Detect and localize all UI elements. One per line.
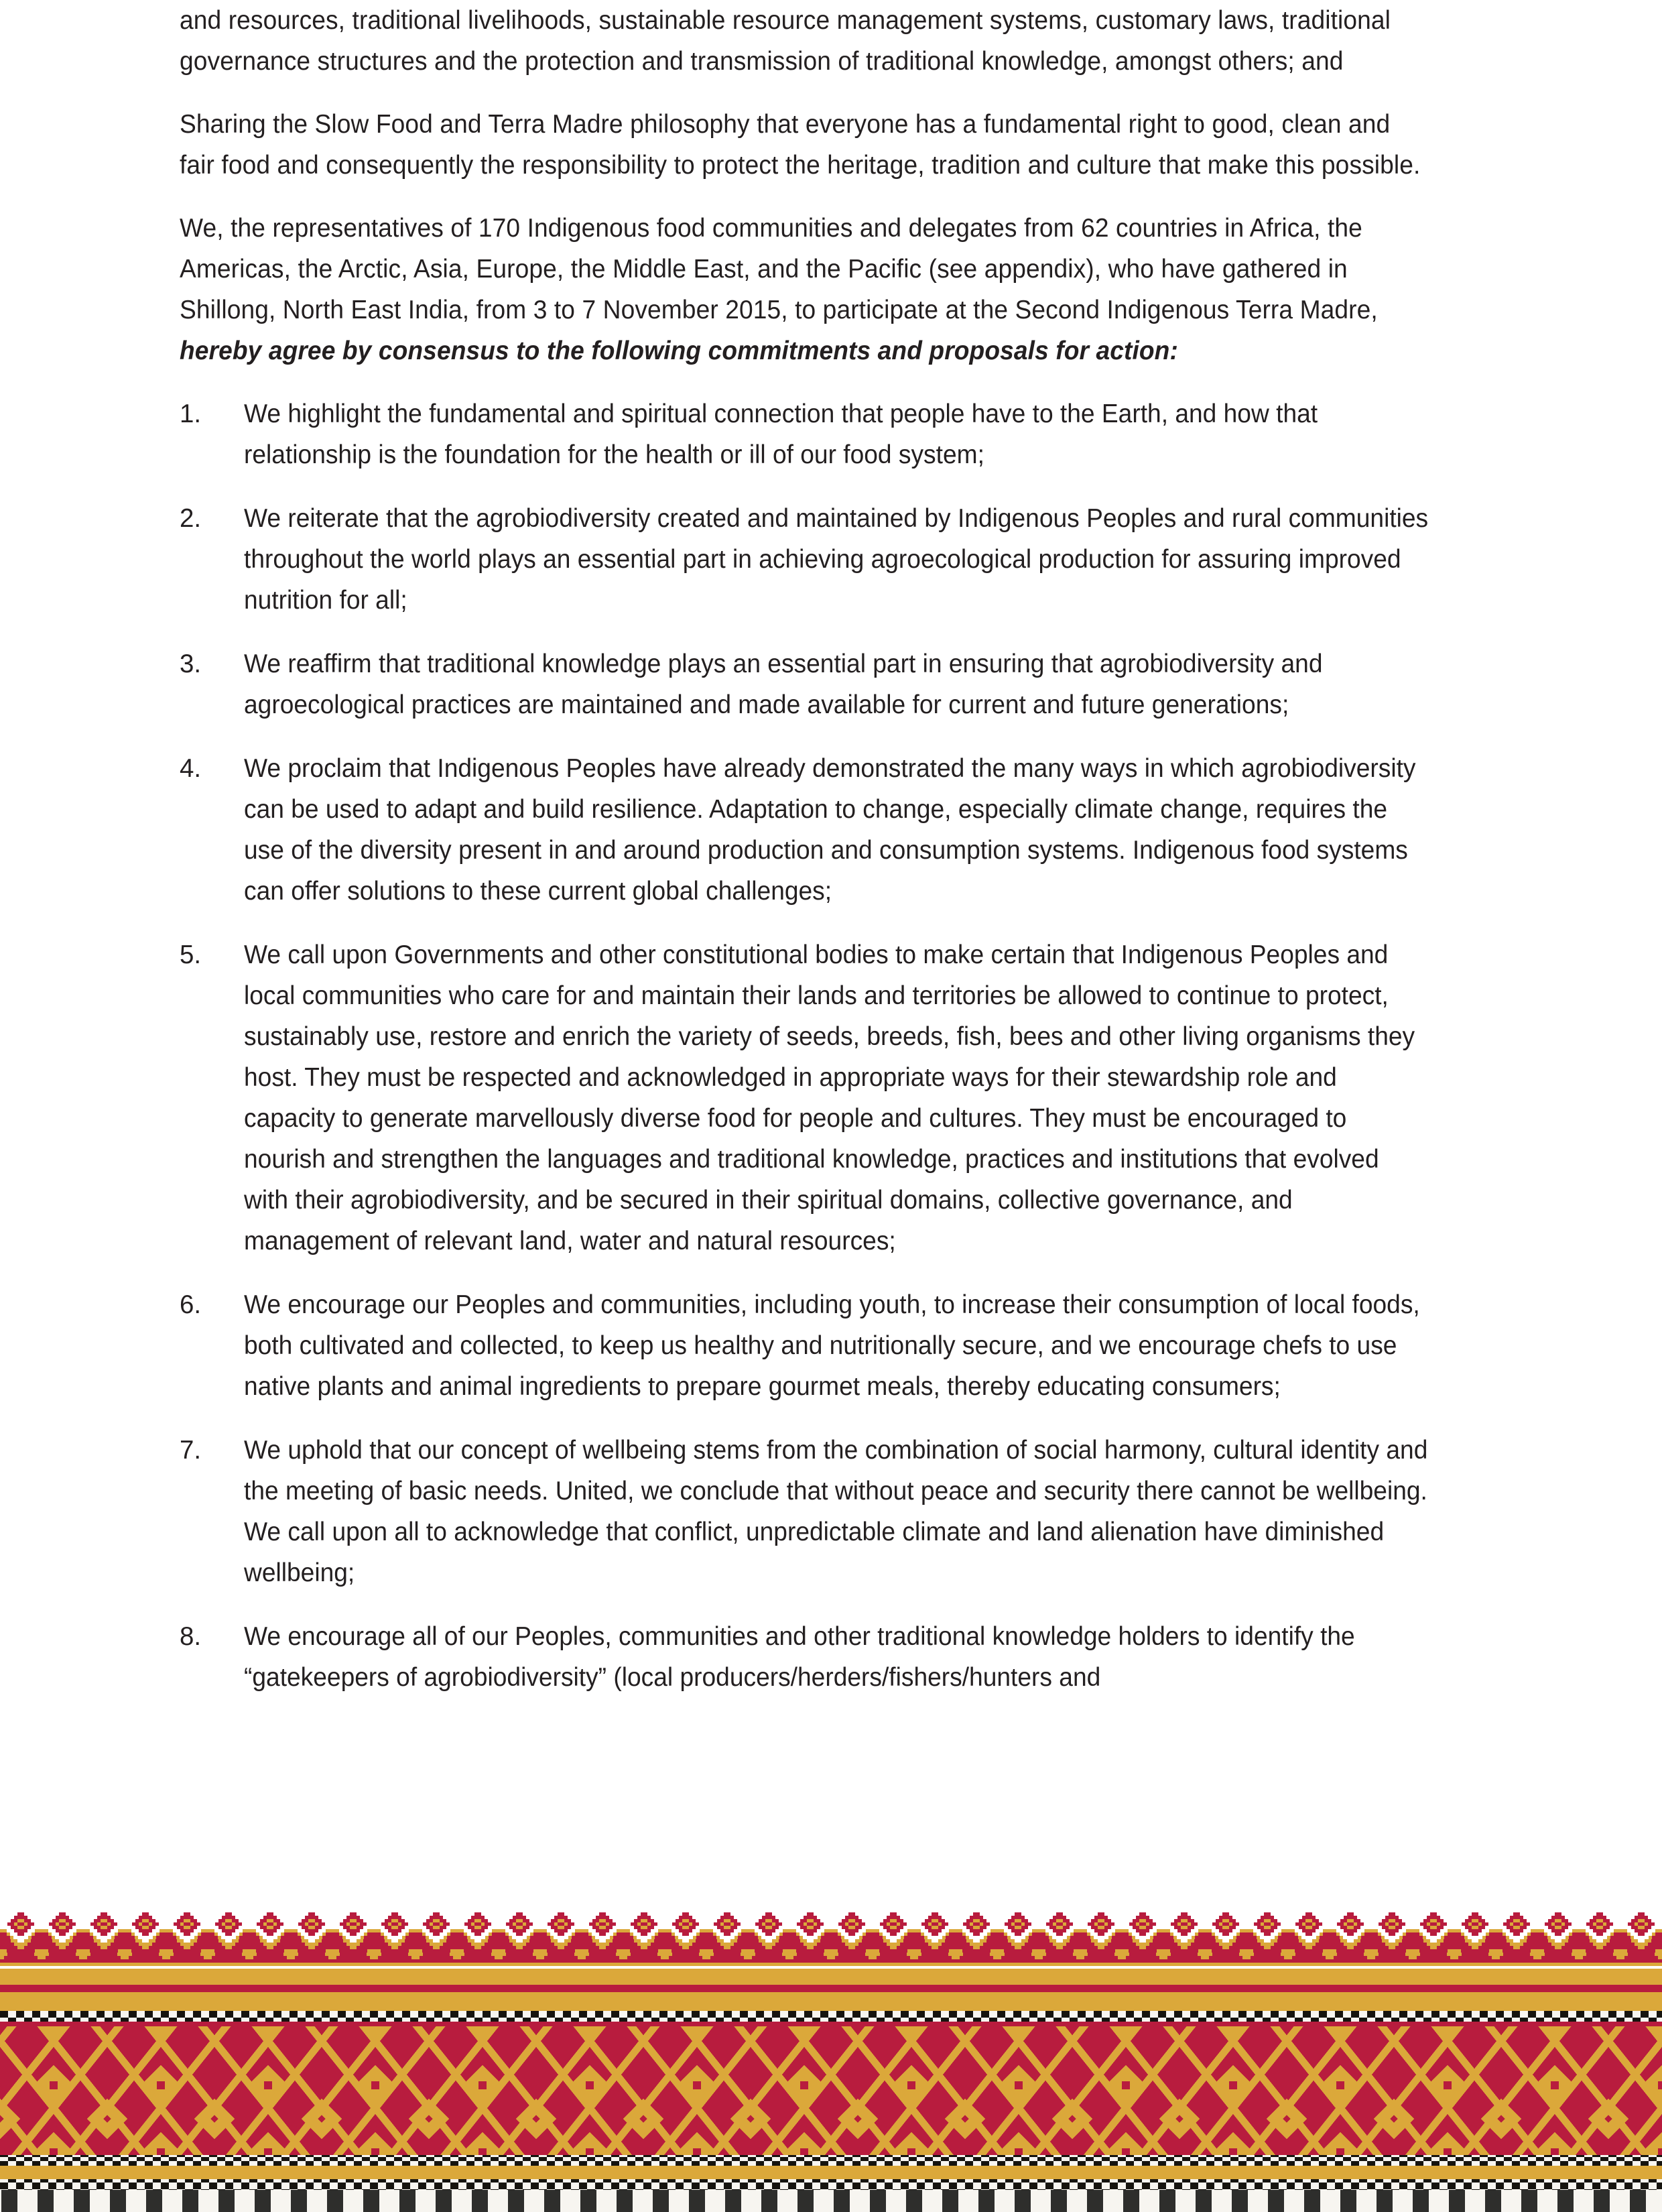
checker-stripe-bottom: [0, 2179, 1662, 2190]
list-item-number: 1.: [180, 400, 202, 428]
spike-motif-band: [0, 1910, 1662, 1969]
list-item: [180, 748, 1473, 912]
diamond-chevron-band: [0, 2026, 1662, 2155]
list-item: [180, 643, 1473, 725]
gold-band-mid: [0, 1992, 1662, 2011]
list-item: [180, 498, 1473, 621]
thin-crimson-rule: [0, 1985, 1662, 1992]
paragraph-preamble: [180, 208, 1427, 371]
list-item: [180, 1616, 1473, 1698]
fringe-stripes: [0, 2190, 1662, 2212]
list-item-number: 6.: [180, 1290, 202, 1319]
list-item: [180, 393, 1473, 475]
list-item-number: 2.: [180, 504, 202, 533]
checker-underline-upper: [0, 2022, 1662, 2026]
decorative-border: [0, 1907, 1662, 2212]
checker-stripe-upper: [0, 2011, 1662, 2022]
list-item-number: 5.: [180, 940, 202, 969]
list-item-text: We uphold that our concept of wellbeing stems from the combination of social harmony, cultural identity and the meeting of basic needs. United, we conclude that without peace and security there cannot be wellbeing. We call upon all to acknowledge that conflict, unpredictable climate and land alienation have diminished wellbeing;: [244, 1436, 1428, 1587]
list-item-number: 3.: [180, 650, 202, 678]
list-item-number: 8.: [180, 1622, 202, 1651]
paragraph-sharing: Sharing the Slow Food and Terra Madre philosophy that everyone has a fundamental right to good, clean and fair food and consequently the responsibility to protect the heritage, tradition and culture that make this possible.: [180, 110, 1421, 180]
list-item-text: We highlight the fundamental and spiritual connection that people have to the Earth, and how that relationship is the foundation for the health or ill of our food system;: [244, 400, 1318, 469]
preamble-emphasis: hereby agree by consensus to the following commitments and proposals for action:: [180, 336, 1178, 365]
gold-band-lower: [0, 2166, 1662, 2179]
list-item-number: 4.: [180, 754, 202, 783]
gold-band-upper: [0, 1969, 1662, 1985]
list-item: [180, 1284, 1473, 1407]
list-item-number: 7.: [180, 1436, 202, 1465]
checker-stripe-lower: [0, 2155, 1662, 2166]
list-item-text: We encourage our Peoples and communities, including youth, to increase their consumption of local foods, both cultivated and collected, to keep us healthy and nutritionally secure, and we encourage chefs to use native plants and animal ingredients to prepare gourmet meals, thereby educating consumers;: [244, 1290, 1420, 1401]
list-item-text: We reaffirm that traditional knowledge plays an essential part in ensuring that agrobiodiversity and agroecological practices are maintained and made available for current and future generations;: [244, 650, 1323, 719]
preamble-lead: We, the representatives of 170 Indigenous food communities and delegates from 62 countries in Africa, the Americas, the Arctic, Asia, Europe, the Middle East, and the Pacific (see appendix), who have gathered in Shillong, North East India, from 3 to 7 November 2015, to participate at the Second Indigenous Terra Madre,: [180, 214, 1378, 324]
document-body: [180, 0, 1473, 1721]
list-item-text: We proclaim that Indigenous Peoples have already demonstrated the many ways in which agrobiodiversity can be used to adapt and build resilience. Adaptation to change, especially climate change, requires the use of the diversity present in and around production and consumption systems. Indigenous food systems can offer solutions to these current global challenges;: [244, 754, 1416, 906]
commitments-list: [180, 393, 1473, 1698]
list-item-text: We reiterate that the agrobiodiversity created and maintained by Indigenous Peoples and rural communities throughout the world plays an essential part in achieving agroecological production for assuring improved nutrition for all;: [244, 504, 1429, 615]
list-item-text: We call upon Governments and other constitutional bodies to make certain that Indigenous Peoples and local communities who care for and maintain their lands and territories be allowed to continue to protect, sustainably use, restore and enrich the variety of seeds, breeds, fish, bees and other living organisms they host. They must be respected and acknowledged in appropriate ways for their stewardship role and capacity to generate marvellously diverse food for people and cultures. They must be encouraged to nourish and strengthen the languages and traditional knowledge, practices and institutions that evolved with their agrobiodiversity, and be secured in their spiritual domains, collective governance, and management of relevant land, water and natural resources;: [244, 940, 1415, 1255]
list-item-text: We encourage all of our Peoples, communities and other traditional knowledge holders to identify the “gatekeepers of agrobiodiversity” (local producers/herders/fishers/hunters and: [244, 1622, 1355, 1692]
list-item: [180, 934, 1473, 1262]
paragraph-continuation: and resources, traditional livelihoods, sustainable resource management systems, customary laws, traditional governance structures and the protection and transmission of traditional knowledge, amongst others; and: [180, 6, 1391, 76]
list-item: [180, 1430, 1473, 1593]
